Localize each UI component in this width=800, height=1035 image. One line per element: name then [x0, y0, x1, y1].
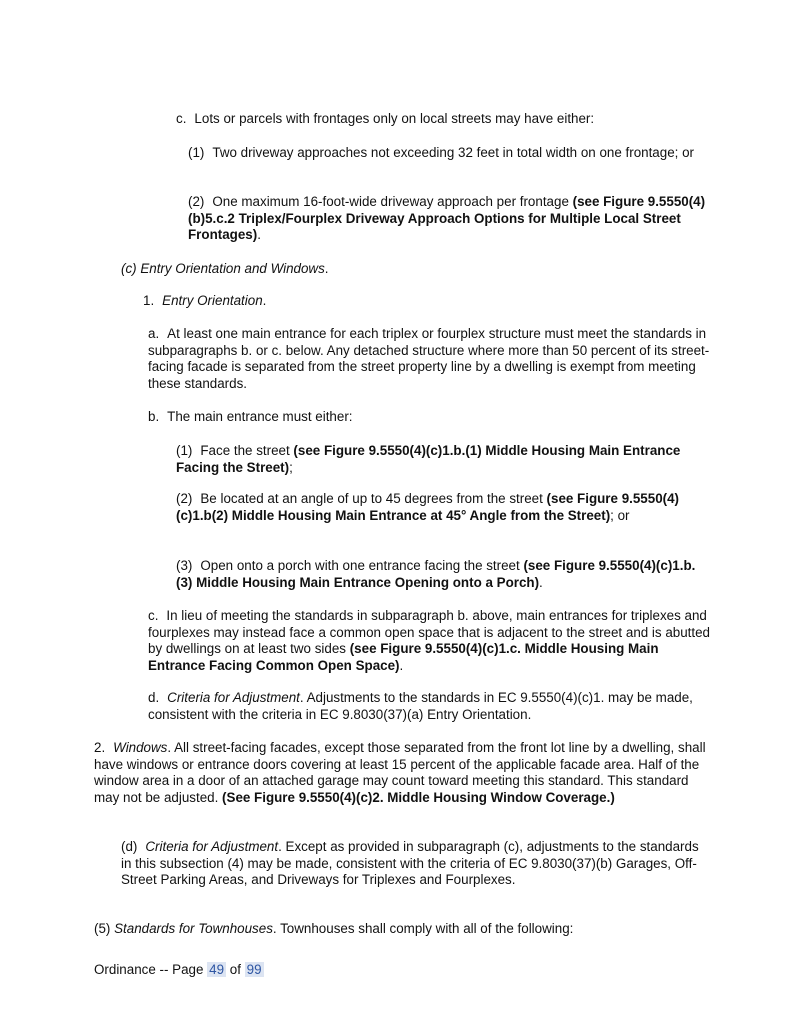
option-text: Face the street: [200, 443, 294, 458]
item-title: Windows: [113, 740, 168, 755]
item-marker: (d): [121, 839, 138, 854]
item-title: Criteria for Adjustment: [167, 690, 300, 705]
item-b: [148, 409, 718, 426]
item-marker: 2.: [94, 740, 106, 755]
option-text: Two driveway approaches not exceeding 32 feet in total width on one frontage; or: [212, 145, 694, 160]
entrance-option-1: [176, 443, 706, 476]
figure-reference: (See Figure 9.5550(4)(c)2. Middle Housing Window Coverage.): [222, 789, 615, 805]
option-end: .: [257, 227, 261, 243]
item-c-common-space: [148, 608, 718, 674]
option-text: Be located at an angle of up to 45 degrees from the street: [200, 491, 547, 506]
item-title: Criteria for Adjustment: [145, 839, 279, 854]
item-text: The main entrance must either:: [167, 409, 353, 424]
item-d-criteria: [148, 690, 718, 723]
item-marker: d.: [148, 690, 160, 705]
townhouses-heading: [94, 921, 714, 938]
figure-reference: (see Figure 9.5550(4)(c)1.b.(1) Middle Housing Main Entrance Facing the Street): [176, 443, 681, 475]
entrance-option-3: [176, 558, 706, 591]
item-marker: 1.: [143, 293, 155, 308]
option-marker: (2): [188, 194, 205, 209]
item-end: .: [399, 657, 404, 673]
item-marker: b.: [148, 409, 160, 424]
section-heading-end: .: [324, 261, 329, 276]
total-pages-field: 99: [246, 962, 262, 977]
figure-reference: (see Figure 9.5550(4)(c)1.b(2) Middle Housing Main Entrance at 45° Angle from the Street): [176, 491, 680, 523]
item-text: At least one main entrance for each triplex or fourplex structure must meet the standards in subparagraphs b. or c. below. Any detached structure where more than 50 percent of its street-facing facade is separated from the street property line by a dwelling is exempt from meeting these standards.: [148, 326, 710, 391]
item-end: .: [262, 293, 267, 308]
item-title: Entry Orientation: [162, 293, 263, 308]
section-marker: (5): [94, 921, 115, 936]
item-text: . Except as provided in subparagraph (c), adjustments to the standards in this subsection (4) may be made, consistent with the criteria of EC 9.8030(37)(b) Garages, Off-Street Parking Areas, and Driveways for Triplexes and Fourplexes.: [121, 839, 699, 888]
page-footer: [94, 962, 394, 979]
option-end: ;: [289, 459, 293, 475]
entry-orientation-heading: [143, 293, 543, 310]
section-heading: (c) Entry Orientation and Windows: [121, 261, 325, 276]
section-text: . Townhouses shall comply with all of the following:: [272, 921, 574, 936]
item-text: . All street-facing facades, except those separated from the front lot line by a dwelling, shall have windows or entrance doors covering at least 15 percent of the applicable facade area. Half of the window area in a door of an attached garage may count toward meeting this standard. This standard may not be adjusted.: [94, 740, 706, 805]
criteria-d-paragraph: [121, 839, 701, 889]
item-marker: c.: [176, 111, 187, 126]
option-marker: (2): [176, 491, 193, 506]
option-marker: (3): [176, 558, 193, 573]
option-text: Open onto a porch with one entrance facing the street: [200, 558, 524, 573]
option-marker: (1): [188, 145, 205, 160]
footer-prefix: Ordinance -- Page: [94, 962, 208, 977]
item-a: [148, 326, 718, 392]
driveway-option-2: [188, 194, 713, 244]
driveway-option-1: [188, 145, 708, 162]
item-text: Lots or parcels with frontages only on local streets may have either:: [194, 111, 595, 126]
item-marker: c.: [148, 608, 159, 623]
option-marker: (1): [176, 443, 193, 458]
figure-reference: (see Figure 9.5550(4)(c)1.c. Middle Housing Main Entrance Facing Common Open Space): [148, 641, 659, 673]
entrance-option-2: [176, 491, 696, 524]
section-title: Standards for Townhouses: [114, 921, 273, 936]
item-text: In lieu of meeting the standards in subparagraph b. above, main entrances for triplexes and fourplexes may instead face a common open space that is adjacent to the street and is abutted by dwellings on at least two sides: [148, 608, 711, 657]
footer-of: of: [226, 962, 245, 977]
option-end: ; or: [610, 507, 630, 523]
option-end: .: [539, 574, 543, 590]
figure-reference: (see Figure 9.5550(4)(c)1.b.(3) Middle Housing Main Entrance Opening onto a Porch): [176, 558, 696, 590]
option-text: One maximum 16-foot-wide driveway approach per frontage: [212, 194, 573, 209]
section-heading-entry-windows: [121, 261, 721, 278]
item-c-lots: [176, 111, 736, 128]
figure-reference: (see Figure 9.5550(4)(b)5.c.2 Triplex/Fourplex Driveway Approach Options for Multiple Local Street Frontages): [188, 194, 706, 243]
windows-paragraph: [94, 740, 716, 806]
item-marker: a.: [148, 326, 160, 341]
page-number-field: 49: [209, 962, 225, 977]
item-text: . Adjustments to the standards in EC 9.5550(4)(c)1. may be made, consistent with the criteria in EC 9.8030(37)(a) Entry Orientation.: [148, 690, 693, 722]
